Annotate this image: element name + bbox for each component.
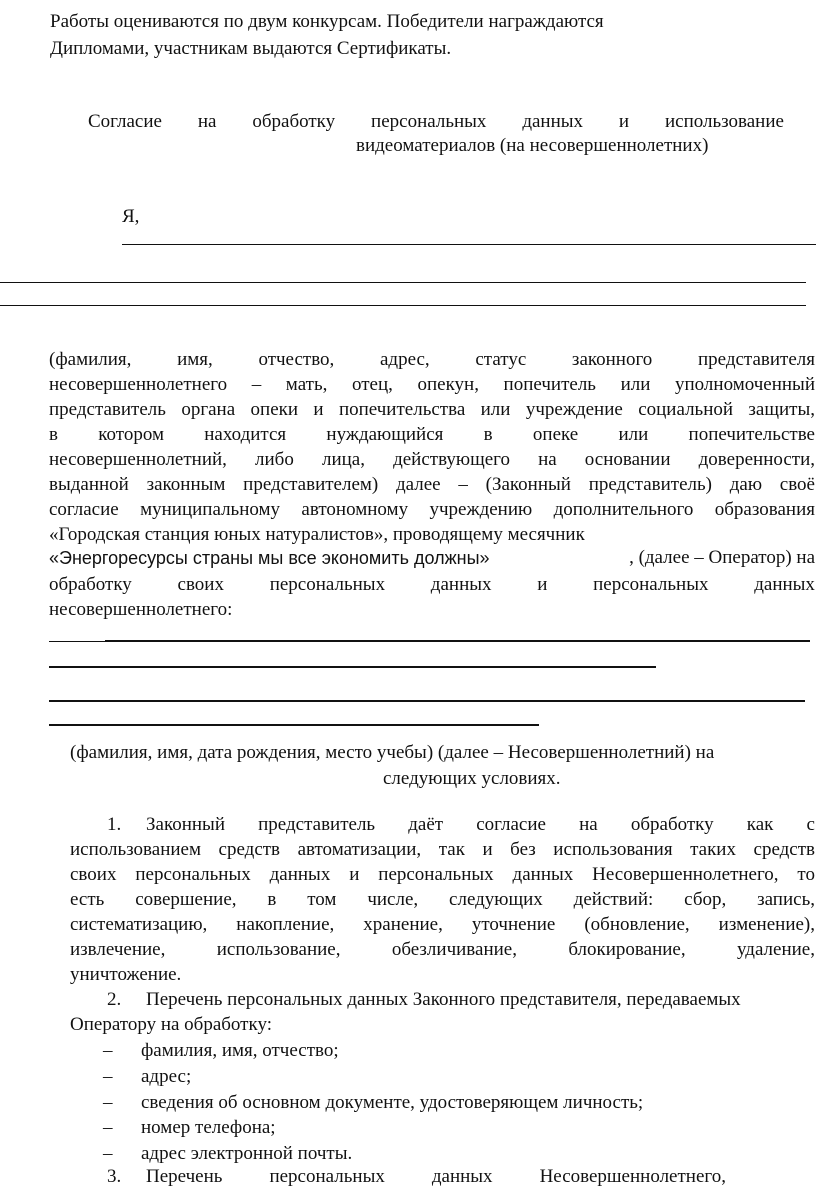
list-item: адрес; bbox=[141, 1066, 192, 1087]
desc-line: согласие муниципальному автономному учреждению дополнительного образования bbox=[49, 499, 815, 520]
word: персональных bbox=[593, 574, 709, 595]
intro-line-1: Работы оцениваются по двум конкурсам. Победители награждаются bbox=[50, 11, 604, 32]
word: персональных bbox=[269, 574, 386, 595]
title-word: данных bbox=[522, 111, 584, 132]
list-item: адрес электронной почты. bbox=[141, 1143, 353, 1164]
clause-1-line: использованием средств автоматизации, так и без использования таких средств bbox=[70, 839, 815, 860]
blank-line-minor-prefix[interactable] bbox=[49, 641, 105, 642]
list-dash: – bbox=[103, 1143, 113, 1164]
list-item: фамилия, имя, отчество; bbox=[141, 1040, 339, 1061]
word: своих bbox=[177, 574, 224, 595]
desc-line: представитель органа опеки и попечительства или учреждение социальной защиты, bbox=[49, 399, 815, 420]
desc-line: несовершеннолетний, либо лица, действующего на основании доверенности, bbox=[49, 449, 815, 470]
blank-line-minor-4[interactable] bbox=[49, 724, 539, 726]
blank-line-representative-3[interactable] bbox=[0, 305, 806, 306]
list-item: сведения об основном документе, удостоверяющем личность; bbox=[141, 1092, 644, 1113]
event-name: «Энергоресурсы страны мы все экономить должны» bbox=[49, 548, 490, 568]
word: обработку bbox=[49, 574, 132, 595]
desc-line: «Городская станция юных натуралистов», проводящему месячник bbox=[49, 524, 585, 545]
energy-line bbox=[49, 546, 815, 570]
blank-line-minor-3[interactable] bbox=[49, 700, 805, 702]
clause-1-line: извлечение, использование, обезличивание, блокирование, удаление, bbox=[70, 939, 815, 960]
desc-line: несовершеннолетнего – мать, отец, опекун, попечитель или уполномоченный bbox=[49, 374, 815, 395]
intro-line-2: Дипломами, участникам выдаются Сертификаты. bbox=[50, 38, 452, 59]
clause-1-line: систематизацию, накопление, хранение, уточнение (обновление, изменение), bbox=[70, 914, 815, 935]
desc-line: в котором находится нуждающийся в опеке или попечительстве bbox=[49, 424, 815, 445]
minor-desc-line-2: следующих условиях. bbox=[383, 768, 561, 789]
title-word: Согласие bbox=[88, 111, 162, 132]
clause-2-line-1: Перечень персональных данных Законного представителя, передаваемых bbox=[146, 989, 741, 1010]
blank-line-representative-1[interactable] bbox=[122, 244, 816, 245]
clause-1-number: 1. bbox=[107, 814, 122, 835]
title-word: персональных bbox=[371, 111, 487, 132]
clause-3-line-1 bbox=[146, 1165, 726, 1189]
desc-line: выданной законным представителем) далее – (Законный представитель) даю своё bbox=[49, 474, 815, 495]
clause-2-number: 2. bbox=[107, 989, 122, 1010]
clause-1 bbox=[70, 813, 815, 987]
blank-line-minor-2[interactable] bbox=[49, 666, 656, 668]
consent-title-line-2: видеоматериалов (на несовершеннолетних) bbox=[356, 135, 709, 156]
title-word: и bbox=[618, 111, 630, 132]
list-dash: – bbox=[103, 1040, 113, 1061]
title-word: использование bbox=[664, 111, 784, 132]
title-word: на bbox=[197, 111, 217, 132]
clause-2-line-2: Оператору на обработку: bbox=[70, 1014, 272, 1035]
ya-label: Я, bbox=[122, 206, 140, 227]
clause-1-line: есть совершение, в том числе, следующих действий: сбор, запись, bbox=[70, 889, 815, 910]
word: Перечень bbox=[146, 1166, 223, 1187]
list-dash: – bbox=[103, 1092, 113, 1113]
representative-description bbox=[49, 348, 815, 547]
blank-line-minor-1[interactable] bbox=[105, 640, 810, 642]
clause-1-line: своих персональных данных и персональных данных Несовершеннолетнего, то bbox=[70, 864, 815, 885]
word: и bbox=[537, 574, 548, 595]
word: данных bbox=[430, 574, 492, 595]
list-dash: – bbox=[103, 1117, 113, 1138]
energy-line-rest: , (далее – Оператор) на bbox=[629, 547, 815, 568]
word: Несовершеннолетнего, bbox=[539, 1166, 726, 1187]
word: персональных bbox=[269, 1166, 385, 1187]
blank-line-representative-2[interactable] bbox=[0, 282, 806, 283]
clause-1-line: уничтожение. bbox=[70, 964, 182, 985]
clause-1-line: Законный представитель даёт согласие на обработку как с bbox=[146, 814, 815, 835]
desc-line: (фамилия, имя, отчество, адрес, статус законного представителя bbox=[49, 349, 815, 370]
list-item: номер телефона; bbox=[141, 1117, 276, 1138]
minor-desc-line-1: (фамилия, имя, дата рождения, место учебы) (далее – Несовершеннолетний) на bbox=[70, 742, 715, 763]
obrabotka-line bbox=[49, 573, 815, 597]
minor-label: несовершеннолетнего: bbox=[49, 599, 233, 620]
word: данных bbox=[431, 1166, 493, 1187]
title-word: обработку bbox=[252, 111, 336, 132]
list-dash: – bbox=[103, 1066, 113, 1087]
consent-title-line-1 bbox=[88, 110, 784, 134]
word: данных bbox=[754, 574, 815, 595]
clause-3-number: 3. bbox=[107, 1166, 122, 1187]
